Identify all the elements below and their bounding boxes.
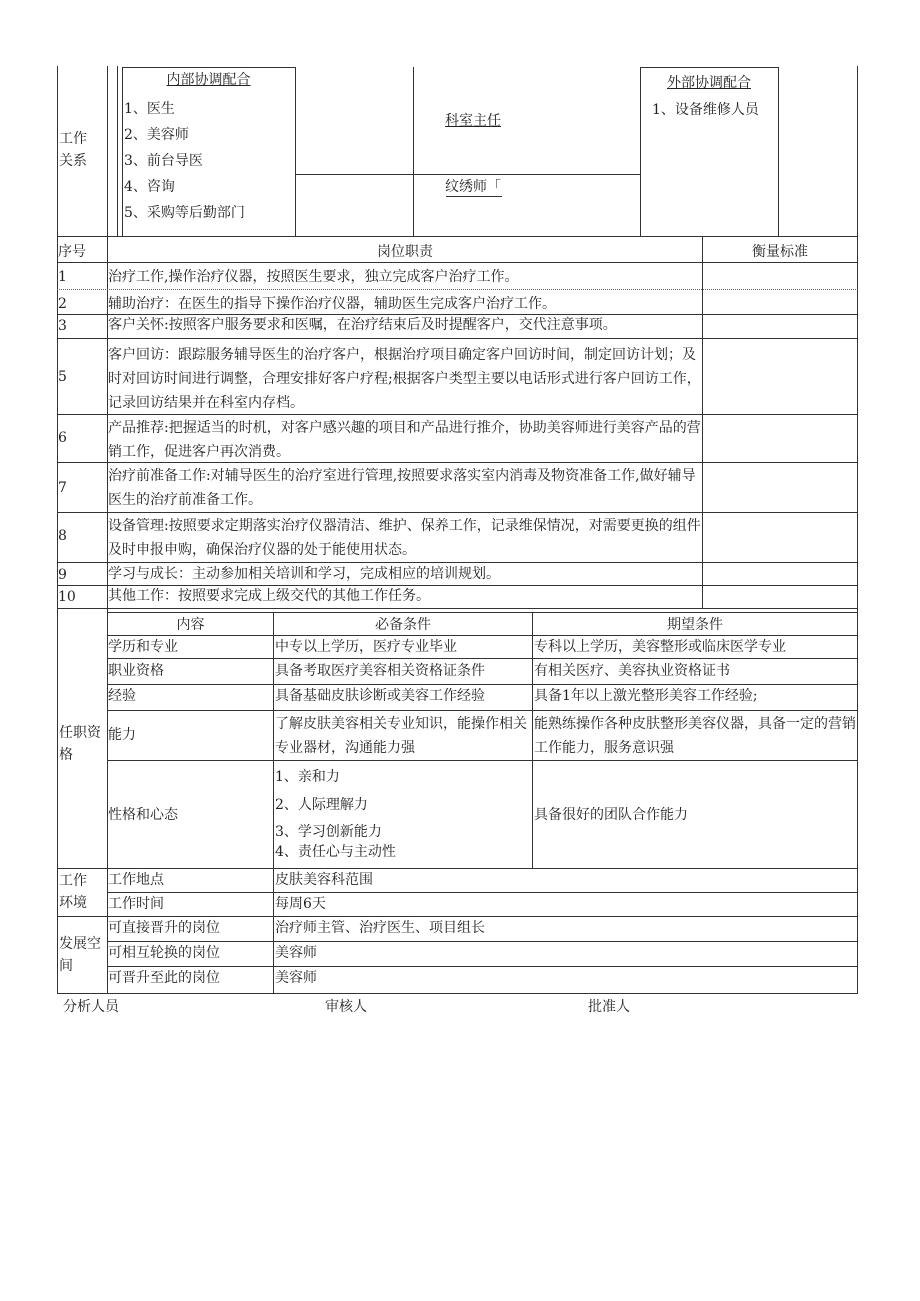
qual-expected: 具备很好的团队合作能力 — [534, 807, 688, 823]
dev-key: 可相互轮换的岗位 — [108, 945, 220, 961]
env-value: 每周6天 — [275, 896, 326, 912]
dev-key: 可晋升至此的岗位 — [108, 970, 220, 986]
duty-text: 学习与成长：主动参加相关培训和学习，完成相应的培训规划。 — [108, 566, 500, 582]
qual-required: 具备基础皮肤诊断或美容工作经验 — [275, 688, 485, 704]
qual-expected: 有相关医疗、美容执业资格证书 — [534, 663, 730, 679]
work-relations-label: 工作 关系 — [59, 131, 87, 169]
content-header: 内容 — [176, 617, 205, 633]
duty-text: 治疗前准备工作:对辅导医生的治疗室进行管理,按照要求落实室内消毒及物资准备工作,做好辅导医生的治疗前准备工作。 — [108, 468, 696, 508]
duty-text: 产品推荐:把握适当的时机，对客户感兴趣的项目和产品进行推介，协助美容师进行美容产品的营销工作，促进客户再次消费。 — [108, 420, 701, 460]
duty-text: 设备管理:按照要求定期落实治疗仪器清洁、维护、保养工作，记录维保情况，对需要更换的组件及时申报申购，确保治疗仪器的处于能使用状态。 — [108, 518, 701, 558]
internal-coordination — [122, 70, 295, 90]
duty-text: 辅助治疗：在医生的指导下操作治疗仪器，辅助医生完成客户治疗工作。 — [108, 296, 556, 312]
qual-required-item: 2、人际理解力 — [275, 797, 368, 813]
qual-expected: 能熟练操作各种皮肤整形美容仪器，具备一定的营销工作能力，服务意识强 — [534, 716, 856, 756]
env-key: 工作时间 — [108, 896, 164, 912]
duty-no: 10 — [58, 589, 76, 605]
duty-text: 客户关怀:按照客户服务要求和医嘱，在治疗结束后及时提醒客户，交代注意事项。 — [108, 317, 617, 333]
duty-no-header: 序号 — [58, 244, 86, 260]
external-title: 外部协调配合 — [667, 75, 751, 91]
development-label: 发展空 间 — [59, 936, 101, 974]
duty-text: 治疗工作,操作治疗仪器，按照医生要求，独立完成客户治疗工作。 — [108, 269, 519, 285]
qual-required: 中专以上学历，医疗专业毕业 — [275, 639, 457, 655]
duty-no: 1 — [58, 269, 67, 285]
outer-bottom-border — [57, 993, 858, 994]
internal-item: 5、采购等后勤部门 — [124, 205, 245, 221]
internal-item: 1、医生 — [124, 101, 175, 117]
qual-required-item: 3、学习创新能力 — [275, 824, 382, 840]
department-head: 科室主任 — [445, 113, 501, 129]
internal-item: 4、咨询 — [124, 179, 175, 195]
duty-text: 其他工作：按照要求完成上级交代的其他工作任务。 — [108, 588, 430, 604]
dev-key: 可直接晋升的岗位 — [108, 920, 220, 936]
duty-no: 9 — [58, 567, 67, 583]
external-item: 1、设备维修人员 — [652, 102, 759, 118]
qual-content: 能力 — [108, 727, 136, 743]
tattoo-artist: 纹绣师「 — [445, 179, 501, 195]
duty-no: 6 — [58, 430, 67, 446]
duty-text: 客户回访：跟踪服务辅导医生的治疗客户，根据治疗项目确定客户回访时间，制定回访计划；及时对回访时间进行调整，合理安排好客户疗程;根据客户类型主要以电话形式进行客户回访工作，记录回访结果并在科室内存档。 — [108, 347, 701, 411]
qual-required: 了解皮肤美容相关专业知识，能操作相关专业器材，沟通能力强 — [275, 716, 527, 756]
required-header: 必备条件 — [375, 617, 431, 633]
qual-required-item: 4、责任心与主动性 — [275, 844, 396, 860]
duty-no: 7 — [58, 480, 67, 496]
footer-approver: 批准人 — [588, 999, 630, 1015]
qual-required: 具备考取医疗美容相关资格证条件 — [275, 663, 485, 679]
dev-value: 美容师 — [275, 970, 317, 986]
qualifications-label: 任职资 格 — [59, 725, 101, 763]
qual-expected: 具备1年以上激光整形美容工作经验; — [534, 688, 758, 704]
duty-header: 岗位职责 — [377, 244, 433, 260]
footer-reviewer: 审核人 — [325, 999, 367, 1015]
qual-content: 职业资格 — [108, 663, 164, 679]
internal-item: 2、美容师 — [124, 127, 189, 143]
duty-no: 2 — [58, 296, 67, 312]
expected-header: 期望条件 — [667, 617, 723, 633]
outer-right-border — [857, 66, 858, 993]
qual-content: 学历和专业 — [108, 639, 178, 655]
env-value: 皮肤美容科范围 — [275, 872, 373, 888]
qual-required-item: 1、亲和力 — [275, 769, 340, 785]
duty-no: 3 — [58, 318, 67, 334]
env-key: 工作地点 — [108, 872, 164, 888]
qual-content: 性格和心态 — [108, 807, 178, 823]
duty-no: 5 — [58, 369, 67, 385]
environment-label: 工作 环境 — [59, 873, 87, 911]
internal-title: 内部协调配合 — [166, 72, 251, 88]
qual-content: 经验 — [108, 688, 136, 704]
footer-analyst: 分析人员 — [63, 999, 119, 1015]
internal-item: 3、前台导医 — [124, 153, 203, 169]
qual-expected: 专科以上学历，美容整形或临床医学专业 — [534, 639, 786, 655]
measure-header: 衡量标准 — [752, 244, 808, 260]
dev-value: 治疗师主管、治疗医生、项目组长 — [275, 920, 485, 936]
duty-no: 8 — [58, 528, 67, 544]
dev-value: 美容师 — [275, 945, 317, 961]
